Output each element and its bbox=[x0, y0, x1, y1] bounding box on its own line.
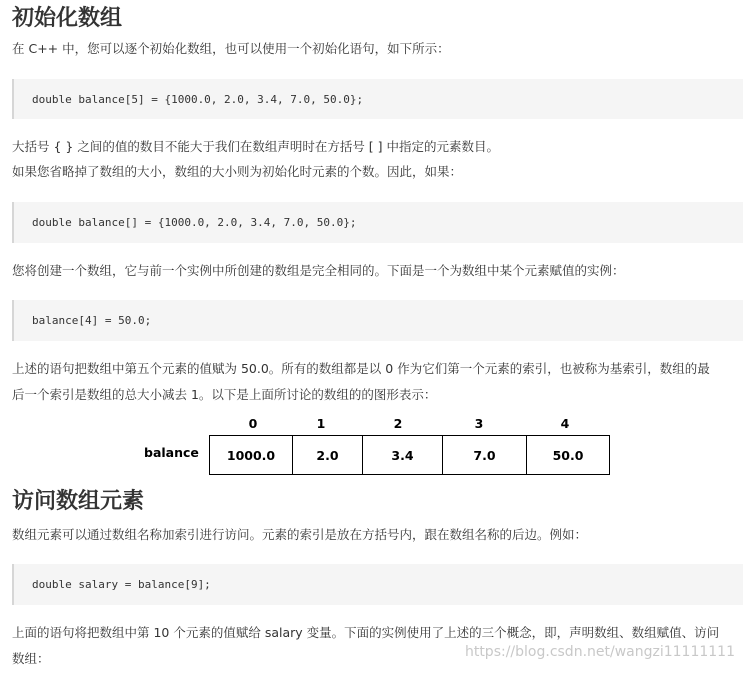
array-index: 1 bbox=[316, 416, 326, 431]
paragraph: 如果您省略掉了数组的大小，数组的大小则为初始化时元素的个数。因此，如果： bbox=[12, 164, 463, 179]
paragraph: 后一个索引是数组的总大小减去 1。以下是上面所讨论的数组的的图形表示： bbox=[12, 387, 437, 402]
section-heading-access: 访问数组元素 bbox=[12, 489, 145, 514]
array-cell: 3.4 bbox=[363, 436, 443, 474]
section-heading-init: 初始化数组 bbox=[12, 6, 123, 31]
array-index: 0 bbox=[248, 416, 258, 431]
code-text: double balance[] = {1000.0, 2.0, 3.4, 7.0, 50.0}; bbox=[32, 216, 357, 229]
array-name-label: balance bbox=[144, 445, 199, 460]
paragraph: 上面的语句将把数组中第 10 个元素的值赋给 salary 变量。下面的实例使用了上述的三个概念，即，声明数组、数组赋值、访问 bbox=[12, 625, 720, 640]
paragraph: 您将创建一个数组，它与前一个实例中所创建的数组是完全相同的。下面是一个为数组中某个元素赋值的实例： bbox=[12, 263, 625, 278]
section-intro: 数组元素可以通过数组名称加索引进行访问。元素的索引是放在方括号内，跟在数组名称的后边。例如： bbox=[12, 527, 588, 542]
code-block bbox=[12, 564, 743, 605]
array-cell: 1000.0 bbox=[210, 436, 293, 474]
array-index: 4 bbox=[560, 416, 570, 431]
paragraph: 大括号 { } 之间的值的数目不能大于我们在数组声明时在方括号 [ ] 中指定的元素数目。 bbox=[12, 139, 500, 154]
array-index: 2 bbox=[393, 416, 403, 431]
code-text: double salary = balance[9]; bbox=[32, 578, 211, 591]
array-cells bbox=[209, 435, 610, 475]
array-cell: 7.0 bbox=[443, 436, 527, 474]
section-intro: 在 C++ 中，您可以逐个初始化数组，也可以使用一个初始化语句，如下所示： bbox=[12, 41, 450, 56]
array-cell: 2.0 bbox=[293, 436, 363, 474]
code-block bbox=[12, 202, 743, 243]
code-text: balance[4] = 50.0; bbox=[32, 314, 152, 327]
paragraph: 上述的语句把数组中第五个元素的值赋为 50.0。所有的数组都是以 0 作为它们第一个元素的索引，也被称为基索引，数组的最 bbox=[12, 361, 710, 376]
array-index: 3 bbox=[474, 416, 484, 431]
watermark: https://blog.csdn.net/wangzi11111111 bbox=[464, 644, 735, 660]
paragraph: 数组： bbox=[12, 651, 50, 666]
code-block bbox=[12, 79, 743, 119]
array-cell: 50.0 bbox=[552, 447, 584, 463]
code-text: double balance[5] = {1000.0, 2.0, 3.4, 7.0, 50.0}; bbox=[32, 92, 364, 106]
code-block bbox=[12, 300, 743, 341]
